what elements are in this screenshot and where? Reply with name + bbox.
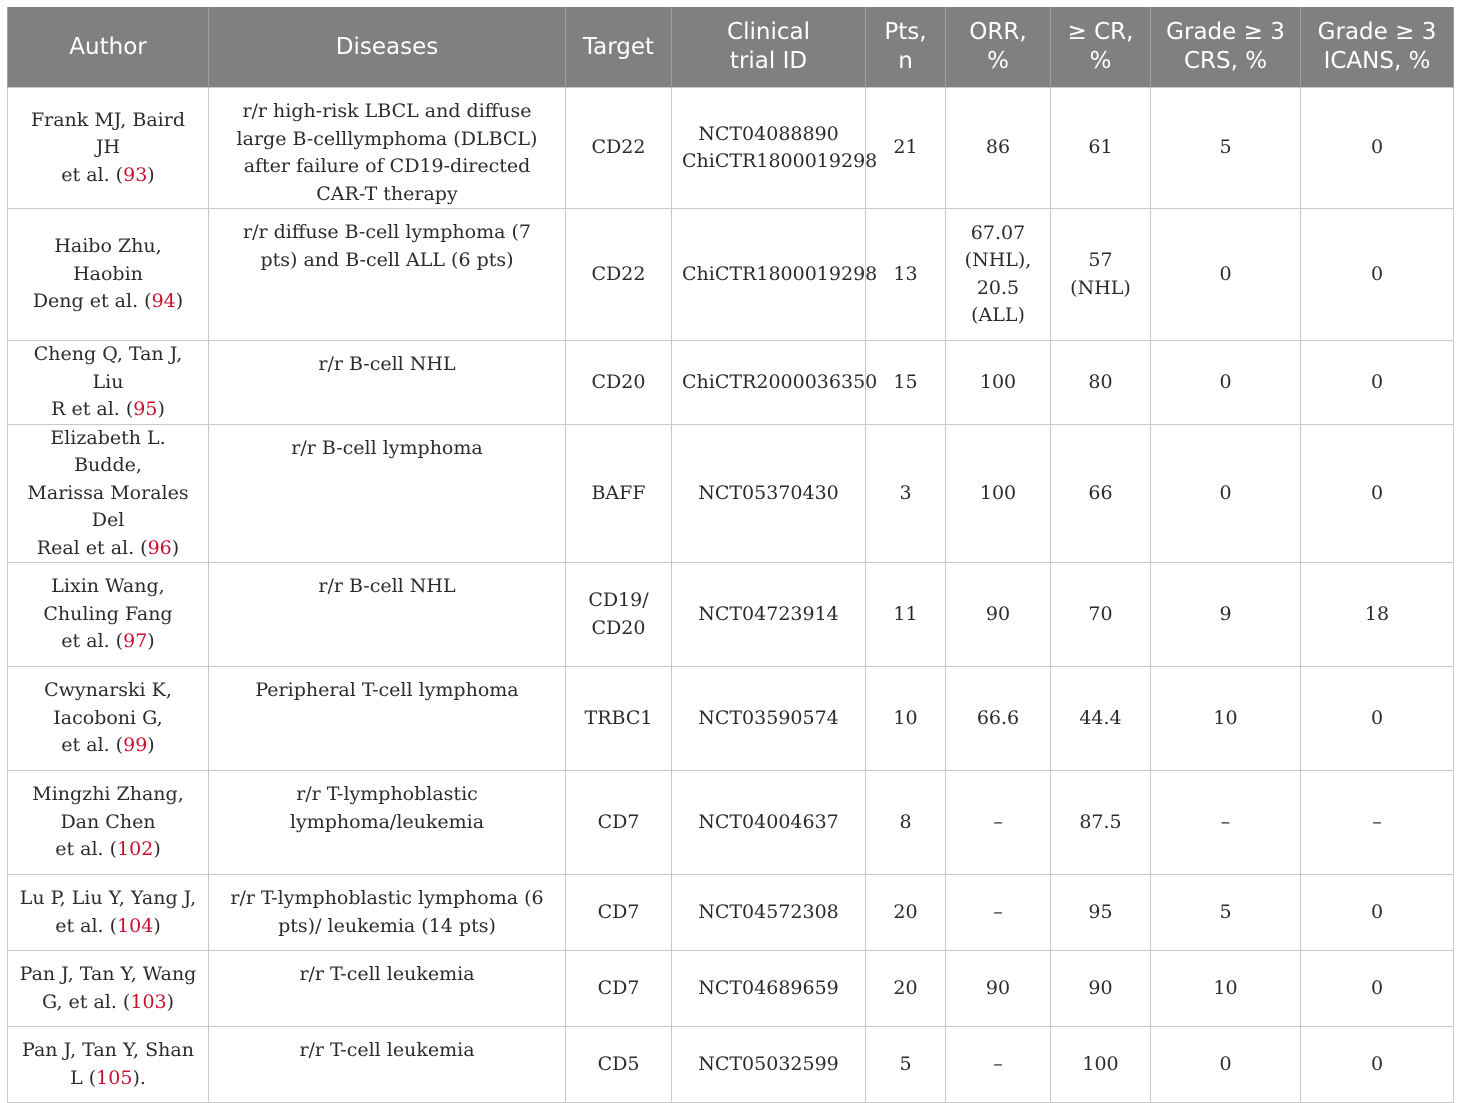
- table-row: [8, 88, 1454, 209]
- header-trial-id-line2: trial ID: [729, 48, 808, 74]
- author-cell: [8, 667, 209, 771]
- author-cell: [8, 951, 209, 1027]
- author-line: [18, 601, 198, 629]
- trial-id-cell: [672, 875, 866, 951]
- cr-cell: [1051, 771, 1151, 875]
- author-suffix: ): [147, 630, 155, 653]
- cr-line: 61: [1088, 136, 1113, 159]
- header-orr-line1: ORR,: [969, 19, 1027, 45]
- author-text: R et al. (: [51, 398, 134, 420]
- author-line: [18, 677, 198, 705]
- author-line: [18, 836, 198, 864]
- orr-line: 20.5: [976, 276, 1020, 299]
- crs-cell: 10: [1151, 667, 1301, 771]
- reference-link[interactable]: 93: [123, 163, 148, 186]
- icans-cell: 0: [1301, 875, 1454, 951]
- author-text: Elizabeth L. Budde,: [50, 426, 166, 476]
- trial-id-cell: [672, 667, 866, 771]
- target-cell: BAFF: [566, 424, 672, 563]
- author-line: [18, 1037, 198, 1065]
- disease-cell: r/r T-lymphoblastic lymphoma/leukemia: [209, 771, 566, 875]
- target-cell: TRBC1: [566, 667, 672, 771]
- author-line: [18, 480, 198, 535]
- trials-table: [7, 7, 1454, 1103]
- table-row: [8, 563, 1454, 667]
- disease-cell: r/r B-cell NHL: [209, 341, 566, 425]
- author-text: Deng et al. (: [32, 290, 152, 313]
- author-line: [18, 573, 198, 601]
- crs-cell: 0: [1151, 341, 1301, 425]
- header-pts-line2: n: [898, 48, 913, 74]
- author-suffix: ): [171, 536, 180, 559]
- icans-cell: 0: [1301, 667, 1454, 771]
- author-cell: [8, 563, 209, 667]
- table-row: [8, 667, 1454, 771]
- target-cell: CD22: [566, 209, 672, 341]
- table-row: [8, 1027, 1454, 1103]
- header-icans-line2: ICANS, %: [1323, 48, 1431, 74]
- target-cell: CD5: [566, 1027, 672, 1103]
- orr-line: 100: [979, 481, 1017, 504]
- cr-cell: [1051, 1027, 1151, 1103]
- pts-cell: 3: [866, 424, 946, 563]
- disease-cell: r/r B-cell NHL: [209, 563, 566, 667]
- target-cell: CD7: [566, 771, 672, 875]
- header-trial-id-line1: Clinical: [727, 19, 810, 45]
- pts-cell: 5: [866, 1027, 946, 1103]
- header-cr: [1051, 7, 1151, 88]
- author-cell: [8, 771, 209, 875]
- orr-cell: [946, 667, 1051, 771]
- header-diseases: Diseases: [209, 7, 566, 88]
- cr-cell: [1051, 951, 1151, 1027]
- author-suffix: ): [153, 838, 161, 861]
- author-line: [18, 107, 198, 162]
- table-row: [8, 875, 1454, 951]
- header-pts: [866, 7, 946, 88]
- orr-line: 100: [979, 370, 1017, 393]
- author-cell: [8, 424, 209, 563]
- table-row: [8, 341, 1454, 425]
- author-suffix: ): [166, 990, 175, 1013]
- orr-line: –: [993, 810, 1003, 833]
- crs-cell: 5: [1151, 875, 1301, 951]
- author-text: Cheng Q, Tan J, Liu: [33, 343, 183, 393]
- cr-line: 80: [1088, 370, 1113, 393]
- author-line: [18, 425, 198, 480]
- trial-id-line: NCT04572308: [698, 900, 839, 923]
- trial-id-cell: [672, 563, 866, 667]
- pts-cell: 8: [866, 771, 946, 875]
- icans-cell: 0: [1301, 951, 1454, 1027]
- author-text: Dan Chen: [60, 810, 156, 833]
- target-cell: CD19/ CD20: [566, 563, 672, 667]
- target-cell: CD20: [566, 341, 672, 425]
- pts-cell: 13: [866, 209, 946, 341]
- orr-cell: [946, 1027, 1051, 1103]
- reference-link[interactable]: 95: [133, 398, 158, 420]
- orr-cell: [946, 951, 1051, 1027]
- target-cell: CD7: [566, 951, 672, 1027]
- author-line: [18, 288, 198, 316]
- header-cr-line1: ≥ CR,: [1067, 19, 1134, 45]
- author-text: Frank MJ, Baird JH: [30, 108, 186, 159]
- reference-link[interactable]: 104: [117, 914, 154, 937]
- author-line: [18, 809, 198, 837]
- cr-line: 70: [1088, 602, 1113, 625]
- author-text: et al. (: [61, 734, 124, 757]
- author-line: [18, 913, 198, 941]
- author-line: [18, 233, 198, 288]
- author-line: [18, 961, 198, 989]
- author-line: [18, 535, 198, 563]
- disease-cell: Peripheral T-cell lymphoma: [209, 667, 566, 771]
- author-line: [18, 396, 198, 424]
- header-crs: [1151, 7, 1301, 88]
- trial-id-cell: [672, 88, 878, 209]
- author-text: Chuling Fang: [43, 602, 173, 625]
- orr-cell: [946, 875, 1051, 951]
- author-text: Lu P, Liu Y, Yang J,: [19, 887, 197, 909]
- author-suffix: ): [157, 398, 165, 420]
- author-line: [18, 989, 198, 1017]
- author-cell: [8, 1027, 209, 1103]
- author-text: Cwynarski K,: [44, 679, 172, 702]
- trial-id-line: ChiCTR1800019298: [682, 262, 878, 285]
- cr-line: 87.5: [1079, 810, 1122, 833]
- table-row: [8, 951, 1454, 1027]
- icans-cell: 0: [1301, 424, 1454, 563]
- orr-line: (NHL),: [964, 249, 1032, 271]
- header-cr-line2: %: [1089, 48, 1112, 74]
- trial-id-line: ChiCTR2000036350: [682, 370, 878, 393]
- trial-id-cell: [672, 209, 878, 341]
- header-pts-line1: Pts,: [884, 19, 927, 45]
- pts-cell: 20: [866, 875, 946, 951]
- orr-cell: [946, 341, 1051, 425]
- icans-cell: 18: [1301, 563, 1454, 667]
- crs-cell: 10: [1151, 951, 1301, 1027]
- author-text: Mingzhi Zhang,: [32, 783, 184, 806]
- table-row: [8, 771, 1454, 875]
- cr-cell: [1051, 424, 1151, 563]
- orr-line: –: [993, 1052, 1003, 1075]
- trial-id-cell: [672, 424, 866, 563]
- cr-cell: [1051, 209, 1151, 341]
- author-suffix: ): [147, 163, 155, 186]
- cr-cell: [1051, 875, 1151, 951]
- cr-line: 100: [1082, 1052, 1119, 1075]
- author-suffix: ): [175, 290, 184, 313]
- crs-cell: 0: [1151, 424, 1301, 563]
- icans-cell: 0: [1301, 341, 1454, 425]
- header-author: Author: [8, 7, 209, 88]
- cr-line: 66: [1088, 481, 1113, 504]
- author-text: et al. (: [61, 630, 124, 653]
- cr-cell: [1051, 341, 1151, 425]
- cr-line: 95: [1088, 900, 1113, 923]
- orr-line: (ALL): [971, 304, 1025, 326]
- target-cell: CD22: [566, 88, 672, 209]
- author-line: [18, 885, 198, 913]
- author-cell: [8, 88, 209, 209]
- author-text: et al. (: [61, 163, 124, 186]
- reference-link[interactable]: 103: [130, 990, 167, 1013]
- cr-cell: [1051, 667, 1151, 771]
- header-row: [8, 7, 1454, 88]
- author-cell: [8, 209, 209, 341]
- crs-cell: 0: [1151, 1027, 1301, 1103]
- author-suffix: ): [147, 734, 155, 757]
- orr-line: 67.07: [970, 221, 1026, 244]
- reference-link[interactable]: 99: [123, 734, 148, 757]
- cr-line: 44.4: [1079, 706, 1122, 729]
- orr-cell: [946, 563, 1051, 667]
- author-text: Iacoboni G,: [53, 706, 163, 729]
- author-text: Haibo Zhu, Haobin: [54, 235, 162, 285]
- crs-cell: 0: [1151, 209, 1301, 341]
- header-crs-line1: Grade ≥ 3: [1166, 19, 1285, 45]
- disease-cell: r/r T-lymphoblastic lymphoma (6 pts)/ leukemia (14 pts): [209, 875, 566, 951]
- trial-id-cell: [672, 771, 866, 875]
- author-suffix: ): [153, 914, 161, 937]
- target-cell: CD7: [566, 875, 672, 951]
- trial-id-line: NCT05370430: [698, 481, 839, 504]
- icans-cell: –: [1301, 771, 1454, 875]
- crs-cell: 9: [1151, 563, 1301, 667]
- orr-line: 86: [985, 136, 1011, 159]
- pts-cell: 11: [866, 563, 946, 667]
- trial-id-line: ChiCTR1800019298: [682, 150, 878, 172]
- author-cell: [8, 341, 209, 425]
- disease-cell: r/r B-cell lymphoma: [209, 424, 566, 563]
- orr-cell: [946, 88, 1051, 209]
- trial-id-cell: [672, 951, 866, 1027]
- reference-link[interactable]: 102: [117, 838, 154, 861]
- trial-id-line: NCT04689659: [698, 976, 839, 999]
- trial-id-line: NCT04723914: [698, 602, 839, 625]
- table-row: [8, 209, 1454, 341]
- author-cell: [8, 875, 209, 951]
- reference-link[interactable]: 96: [147, 536, 172, 559]
- trial-id-line: NCT03590574: [698, 706, 839, 729]
- disease-cell: r/r high-risk LBCL and diffuse large B-celllymphoma (DLBCL) after failure of CD19-directed CAR-T therapy: [209, 88, 566, 209]
- pts-cell: 10: [866, 667, 946, 771]
- author-suffix: ).: [132, 1066, 146, 1089]
- trial-id-line: NCT04004637: [698, 810, 839, 833]
- author-text: et al. (: [55, 914, 118, 937]
- cr-cell: [1051, 88, 1151, 209]
- author-text: Marissa Morales Del: [27, 481, 189, 531]
- reference-link[interactable]: 105: [96, 1066, 133, 1089]
- table-body: [8, 88, 1454, 1103]
- icans-cell: 0: [1301, 88, 1454, 209]
- cr-line: (NHL): [1070, 276, 1131, 299]
- reference-link[interactable]: 97: [123, 630, 148, 653]
- pts-cell: 20: [866, 951, 946, 1027]
- header-orr-line2: %: [987, 48, 1009, 74]
- orr-cell: [946, 424, 1051, 563]
- disease-cell: r/r T-cell leukemia: [209, 951, 566, 1027]
- trial-id-cell: [672, 1027, 866, 1103]
- orr-cell: [946, 771, 1051, 875]
- reference-link[interactable]: 94: [151, 290, 176, 313]
- author-text: Real et al. (: [36, 536, 148, 559]
- orr-cell: [946, 209, 1051, 341]
- disease-cell: r/r diffuse B-cell lymphoma (7 pts) and B-cell ALL (6 pts): [209, 209, 566, 341]
- trial-id-line: NCT04088890: [698, 122, 839, 145]
- header-orr: [946, 7, 1051, 88]
- orr-line: 66.6: [976, 706, 1020, 729]
- author-line: [18, 781, 198, 809]
- header-trial-id: [672, 7, 866, 88]
- icans-cell: 0: [1301, 209, 1454, 341]
- orr-line: –: [993, 900, 1003, 923]
- icans-cell: 0: [1301, 1027, 1454, 1103]
- cr-line: 90: [1088, 976, 1113, 999]
- header-icans: [1301, 7, 1454, 88]
- author-text: L (: [70, 1066, 97, 1089]
- cr-cell: [1051, 563, 1151, 667]
- crs-cell: 5: [1151, 88, 1301, 209]
- cr-line: 57: [1088, 249, 1113, 271]
- table-row: [8, 424, 1454, 563]
- author-text: Pan J, Tan Y, Wang: [19, 963, 197, 985]
- author-text: et al. (: [55, 838, 118, 861]
- author-text: Lixin Wang,: [51, 575, 165, 598]
- header-target: Target: [566, 7, 672, 88]
- author-line: [18, 705, 198, 733]
- author-line: [18, 1065, 198, 1093]
- disease-cell: r/r T-cell leukemia: [209, 1027, 566, 1103]
- crs-cell: –: [1151, 771, 1301, 875]
- pts-cell: 21: [866, 88, 946, 209]
- trial-id-line: NCT05032599: [698, 1052, 839, 1075]
- orr-line: 90: [985, 976, 1011, 999]
- author-line: [18, 628, 198, 656]
- header-crs-line2: CRS, %: [1183, 48, 1268, 74]
- author-line: [18, 341, 198, 396]
- trial-id-cell: [672, 341, 878, 425]
- header-icans-line1: Grade ≥ 3: [1317, 19, 1437, 45]
- pts-cell: 15: [866, 341, 946, 425]
- author-text: Pan J, Tan Y, Shan: [22, 1039, 194, 1061]
- author-text: G, et al. (: [41, 990, 131, 1013]
- author-line: [18, 732, 198, 760]
- orr-line: 90: [985, 602, 1011, 625]
- author-line: [18, 162, 198, 190]
